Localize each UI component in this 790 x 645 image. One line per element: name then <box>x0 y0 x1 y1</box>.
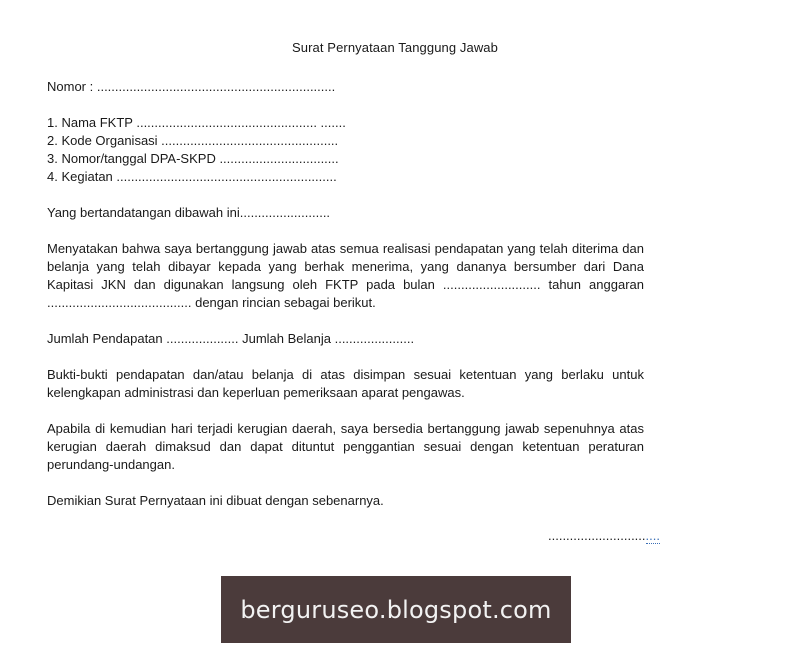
liability-line: Apabila di kemudian hari terjadi kerugian daerah, saya bersedia bertanggung jawab sepenuhnya atas <box>47 421 644 436</box>
item-kegiatan: 4. Kegiatan ............................................................. <box>47 169 337 184</box>
statement-line: ........................................ dengan rincian sebagai berikut. <box>47 295 376 310</box>
evidence-line: kelengkapan administrasi dan keperluan pemeriksaan aparat pengawas. <box>47 385 465 400</box>
statement-paragraph <box>47 240 644 312</box>
signature-dots: ........................... <box>548 528 646 543</box>
statement-line: Kapitasi JKN dan digunakan langsung oleh FKTP pada bulan ........................... tahun anggaran <box>47 277 644 292</box>
document-body <box>47 78 644 510</box>
evidence-paragraph <box>47 366 644 402</box>
undersigned-line: Yang bertandatangan dibawah ini......................... <box>47 205 331 220</box>
item-nomor-tanggal-dpa: 3. Nomor/tanggal DPA-SKPD ................................. <box>47 151 339 166</box>
item-kode-organisasi: 2. Kode Organisasi ................................................. <box>47 133 339 148</box>
liability-line: kerugian daerah dimaksud dan dapat dituntut penggantian sesuai dengan ketentuan peraturan <box>47 439 644 454</box>
nomor-line: Nomor : .................................................................. <box>47 79 336 94</box>
closing-line: Demikian Surat Pernyataan ini dibuat dengan sebenarnya. <box>47 493 384 508</box>
liability-paragraph <box>47 420 644 474</box>
statement-line: Menyatakan bahwa saya bertanggung jawab atas semua realisasi pendapatan yang telah diterima dan <box>47 241 644 256</box>
evidence-line: Bukti-bukti pendapatan dan/atau belanja di atas disimpan sesuai ketentuan yang berlaku untuk <box>47 367 644 382</box>
document-title: Surat Pernyataan Tanggung Jawab <box>292 40 498 55</box>
watermark-banner <box>221 576 571 643</box>
watermark-text: berguruseo.blogspot.com <box>240 595 552 624</box>
liability-line: perundang-undangan. <box>47 457 175 472</box>
item-nama-fktp: 1. Nama FKTP .................................................. ....... <box>47 115 346 130</box>
signature-dots-tail: .... <box>645 528 660 543</box>
signature-placeholder <box>548 528 660 543</box>
statement-line: belanja yang telah dibayar kepada yang berhak menerima, yang dananya bersumber dari Dana <box>47 259 644 274</box>
totals-line: Jumlah Pendapatan .................... Jumlah Belanja ...................... <box>47 331 415 346</box>
